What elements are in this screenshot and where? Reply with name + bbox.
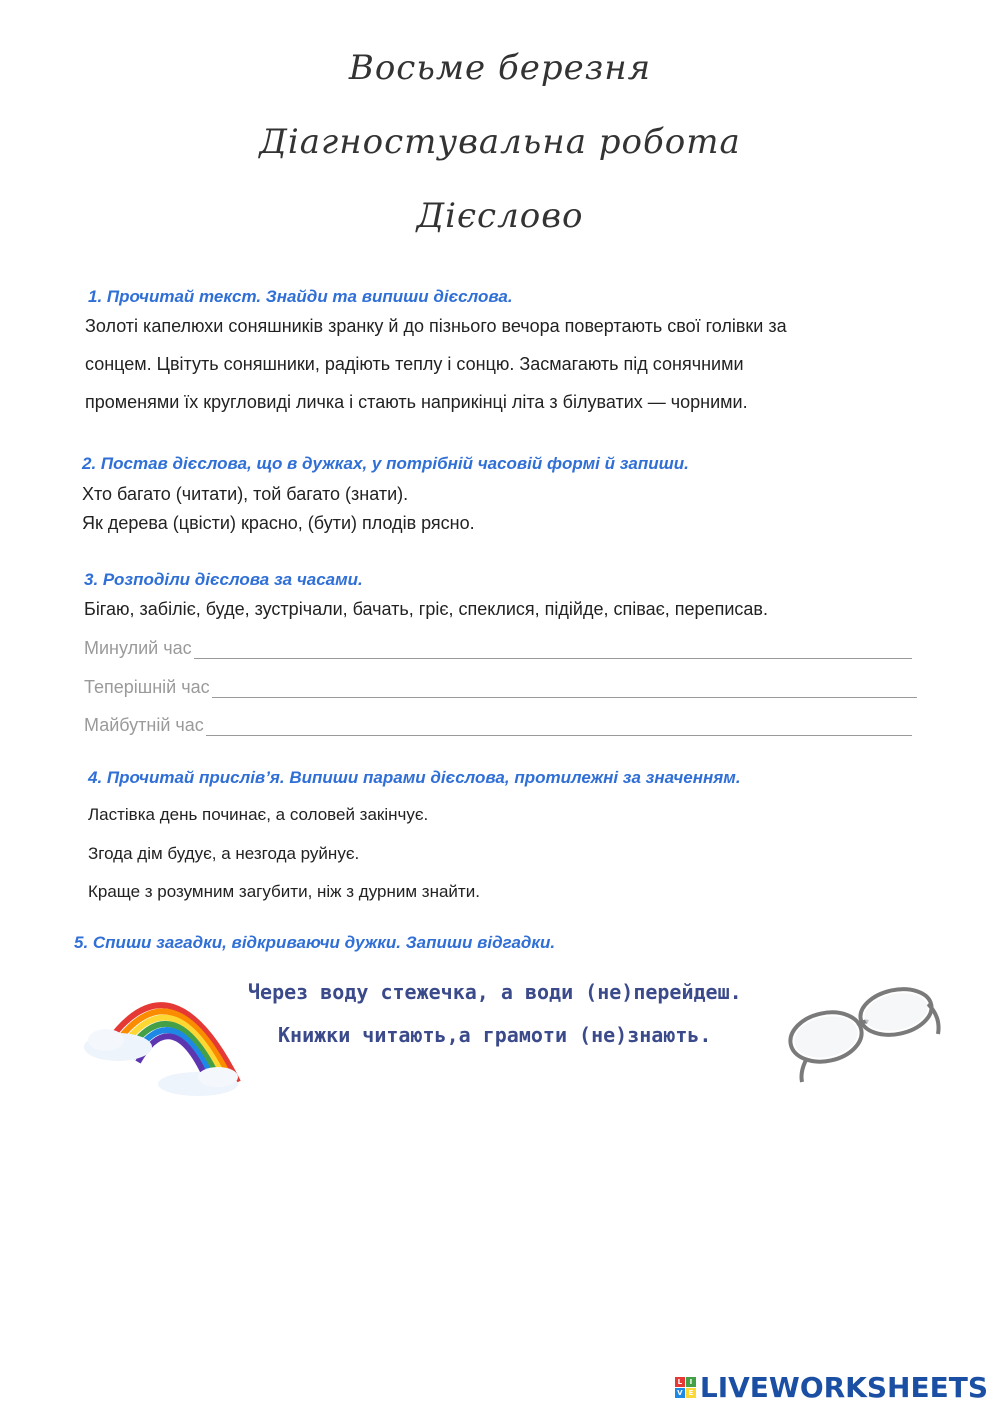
logo-cell: V (675, 1388, 685, 1398)
title-line-3: Дієслово (416, 196, 584, 236)
task1-line: сонцем. Цвітуть соняшники, радіють теплу і сонцю. Засмагають під сонячними (85, 354, 744, 374)
past-tense-row (84, 638, 912, 659)
riddle-1: Через воду стежечка, а води (не)перейдеш. (248, 980, 742, 1004)
riddle-2: Книжки читають,а грамоти (не)знають. (278, 1023, 712, 1047)
task5-heading: 5. Спиши загадки, відкриваючи дужки. Запиши відгадки. (74, 933, 556, 952)
future-tense-row (84, 715, 912, 736)
past-tense-answer-line[interactable] (194, 642, 912, 659)
task2-line: Хто багато (читати), той багато (знати). (82, 484, 409, 504)
rainbow-icon (78, 972, 258, 1097)
glasses-icon (786, 982, 946, 1087)
task3-word-list: Бігаю, забіліє, буде, зустрічали, бачать, гріє, спеклися, підійде, співає, переписав. (84, 599, 768, 619)
logo-cell: E (686, 1388, 696, 1398)
title-line-2: Діагностувальна робота (259, 122, 741, 162)
future-tense-label: Майбутній час (84, 715, 204, 735)
task1-line: Золоті капелюхи соняшників зранку й до пізнього вечора повертають свої голівки за (85, 316, 787, 336)
past-tense-label: Минулий час (84, 638, 192, 658)
logo-cell: I (686, 1377, 696, 1387)
task1-heading: 1. Прочитай текст. Знайди та випиши дієслова. (88, 287, 513, 306)
logo-grid-icon (675, 1377, 696, 1398)
task1-line: променями їх кругловиді личка і стають наприкінці літа з білуватих — чорними. (85, 392, 748, 412)
proverb-3: Краще з розумним загубити, ніж з дурним знайти. (88, 882, 480, 901)
task1-text (85, 307, 965, 421)
proverb-2: Згода дім будує, а незгода руйнує. (88, 844, 360, 863)
present-tense-answer-line[interactable] (212, 681, 917, 698)
logo-cell: L (675, 1377, 685, 1387)
future-tense-answer-line[interactable] (206, 719, 912, 736)
brand-name: LIVEWORKSHEETS (699, 1371, 988, 1404)
task2-line: Як дерева (цвісти) красно, (бути) плодів рясно. (82, 513, 475, 533)
present-tense-label: Теперішній час (84, 677, 210, 697)
task3-heading: 3. Розподіли дієслова за часами. (84, 570, 363, 589)
task4-heading: 4. Прочитай прислів’я. Випиши парами дієслова, протилежні за значенням. (88, 768, 741, 787)
task2-heading: 2. Постав дієслова, що в дужках, у потрібній часовій формі й запиши. (82, 454, 689, 473)
liveworksheets-logo (675, 1371, 988, 1404)
title-line-1: Восьме березня (348, 48, 652, 88)
present-tense-row (84, 677, 917, 698)
proverb-1: Ластівка день починає, а соловей закінчує. (88, 805, 429, 824)
